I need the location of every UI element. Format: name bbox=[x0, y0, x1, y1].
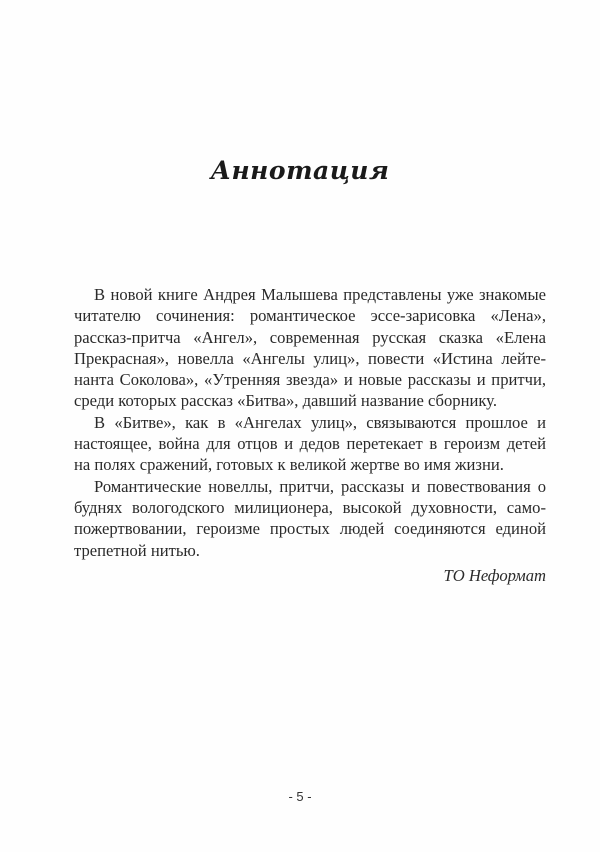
page-title: Аннотация bbox=[210, 156, 390, 185]
text-line: среди которых рассказ «Битва», давший название сборнику. bbox=[74, 391, 497, 411]
text-line: на полях сражений, готовых к великой жертве во имя жизни. bbox=[74, 455, 504, 475]
text-line: Романтические новеллы, притчи, рассказы и повествования о bbox=[94, 476, 546, 496]
text-line: настоящее, война для отцов и дедов перетекает в героизм детей bbox=[74, 434, 546, 454]
text-line: Прекрасная», новелла «Ангелы улиц», повести «Истина лейте- bbox=[74, 348, 546, 368]
text-line: пожертвовании, героизме простых людей соединяются единой bbox=[74, 519, 546, 539]
text-line: В «Битве», как в «Ангелах улиц», связываются прошлое и bbox=[94, 412, 546, 432]
text-line: читателю сочинения: романтическое эссе-зарисовка «Лена», bbox=[74, 306, 546, 326]
signature: ТО Неформат bbox=[443, 566, 546, 585]
text-line: буднях вологодского милиционера, высокой духовности, само- bbox=[74, 497, 546, 517]
text-line: рассказ-притча «Ангел», современная русская сказка «Елена bbox=[74, 327, 546, 347]
text-line: В новой книге Андрея Малышева представлены уже знакомые bbox=[94, 285, 546, 304]
annotation-body bbox=[74, 284, 546, 561]
page-number: - 5 - bbox=[288, 789, 312, 804]
text-line: трепетной нитью. bbox=[74, 540, 200, 560]
text-line: нанта Соколова», «Утренняя звезда» и новые рассказы и притчи, bbox=[74, 370, 546, 390]
